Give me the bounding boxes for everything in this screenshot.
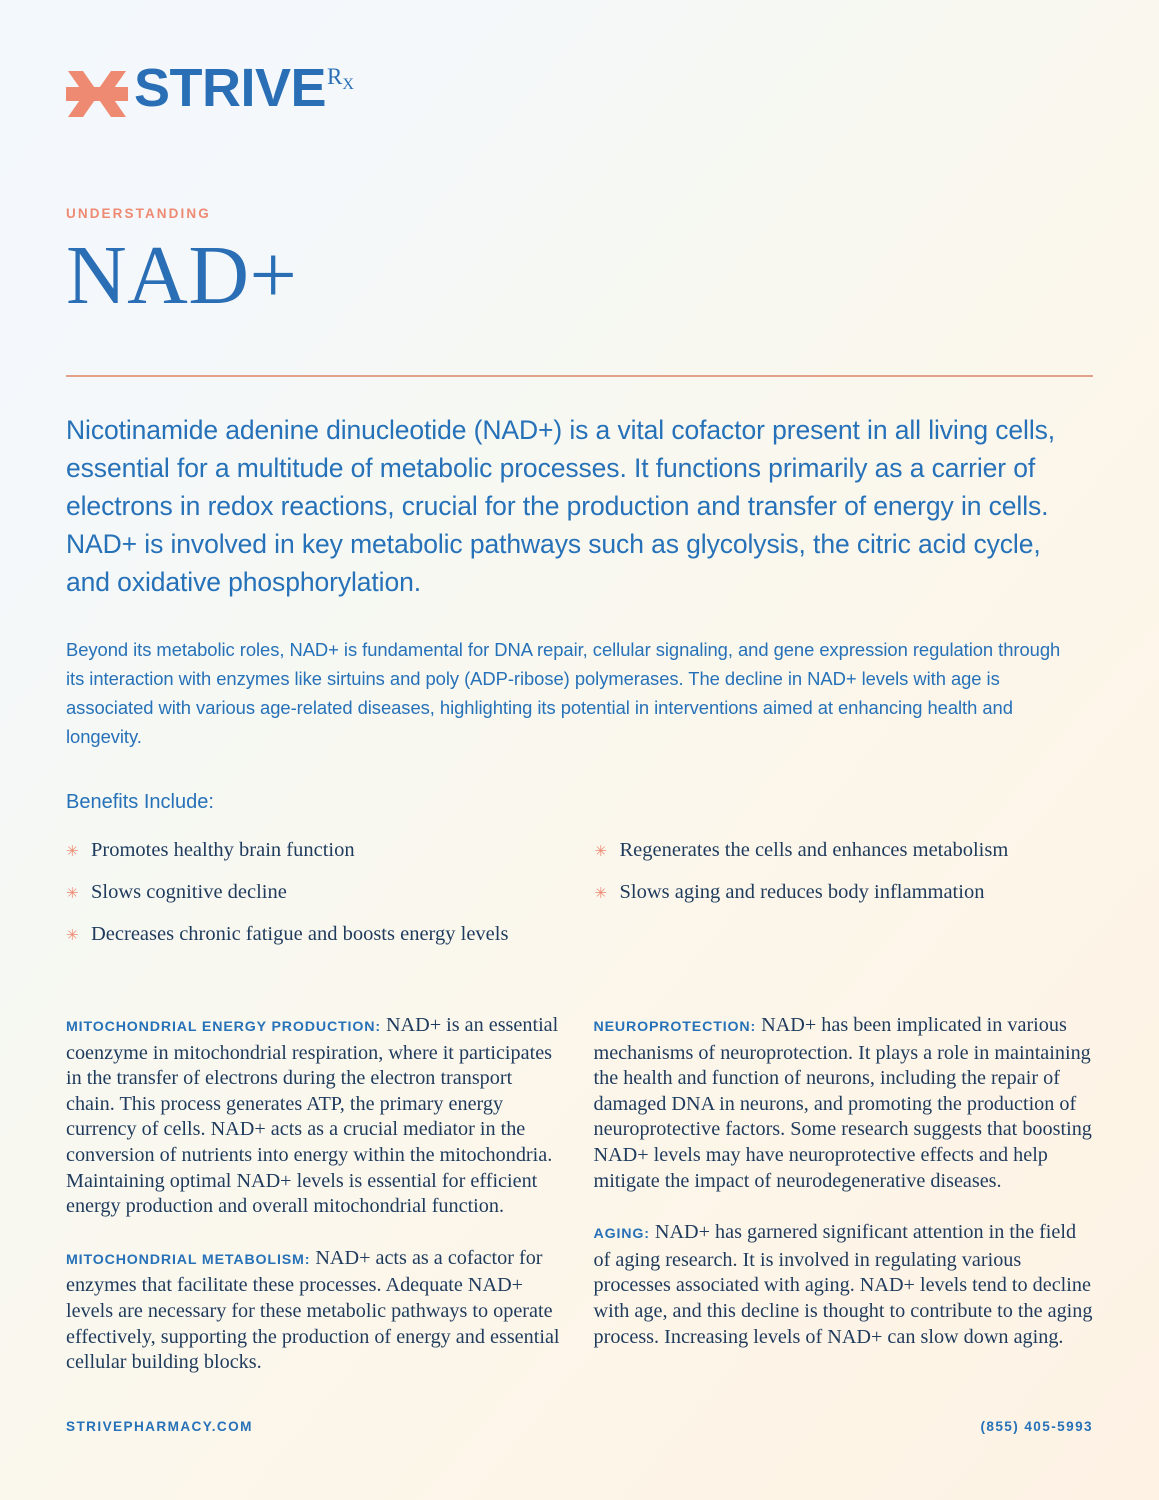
header-divider	[66, 375, 1093, 377]
asterisk-bullet-icon: ✳	[66, 926, 79, 944]
secondary-paragraph: Beyond its metabolic roles, NAD+ is fundamental for DNA repair, cellular signaling, and gene expression regulation through its interaction with enzymes like sirtuins and poly (ADP-ribose) polymerases. The decline in NAD+ levels with age is associated with various age-related diseases, highlighting its potential in interventions aimed at enhancing health and longevity.	[66, 638, 1061, 747]
body-block	[66, 1013, 566, 1220]
eyebrow-label: UNDERSTANDING	[66, 206, 211, 221]
body-block	[594, 1013, 1094, 1194]
benefit-label: Decreases chronic fatigue and boosts energy levels	[91, 922, 509, 945]
strive-rx-logo	[66, 59, 354, 123]
six-point-asterisk-star-icon	[66, 65, 128, 123]
block-heading: MITOCHONDRIAL ENERGY PRODUCTION:	[66, 1019, 381, 1036]
list-item	[66, 921, 565, 947]
benefit-label: Slows aging and reduces body inflammation	[619, 880, 985, 903]
page-title: NAD+	[66, 229, 298, 322]
asterisk-bullet-icon: ✳	[594, 884, 608, 902]
benefit-label: Regenerates the cells and enhances metabolism	[619, 838, 1009, 861]
body-paragraph	[66, 1013, 566, 1220]
body-paragraph	[594, 1013, 1094, 1194]
benefits-column-right	[595, 837, 1094, 963]
brand-header	[66, 0, 1093, 130]
logo-wordmark: STRIVE	[134, 58, 327, 118]
body-content	[66, 993, 1093, 1396]
asterisk-bullet-icon: ✳	[594, 842, 608, 860]
body-paragraph	[594, 1220, 1094, 1350]
body-column-left	[66, 993, 566, 1396]
block-body-text: NAD+ has garnered significant attention in the field of aging research. It is involved in regulating various processes associated with aging. NAD+ levels tend to decline with age, and this decline is thought to contribute to the aging process. Increasing levels of NAD+ can slow down aging.	[593, 1221, 1093, 1348]
body-block	[594, 1220, 1094, 1350]
asterisk-bullet-icon: ✳	[66, 884, 79, 902]
footer-phone-number[interactable]: (855) 405-5993	[980, 1419, 1093, 1434]
footer-website-link[interactable]: STRIVEPHARMACY.COM	[66, 1419, 253, 1434]
block-body-text: NAD+ has been implicated in various mechanisms of neuroprotection. It plays a role in maintaining the health and function of neurons, including the repair of damaged DNA in neurons, and promoting the production of neuroprotective factors. Some research suggests that boosting NAD+ levels may have neuroprotective effects and help mitigate the impact of neurodegenerative diseases.	[593, 1014, 1092, 1192]
block-heading: NEUROPROTECTION:	[593, 1019, 757, 1036]
list-item	[595, 879, 1094, 905]
page-footer	[66, 1419, 1093, 1434]
list-item	[595, 837, 1094, 863]
body-block	[66, 1246, 566, 1376]
lead-paragraph: Nicotinamide adenine dinucleotide (NAD+) is a vital cofactor present in all living cells, essential for a multitude of metabolic processes. It functions primarily as a carrier of electrons in redox reactions, crucial for the production and transfer of energy in cells. NAD+ is involved in key metabolic pathways such as glycolysis, the citric acid cycle, and oxidative phosphorylation.	[66, 414, 1056, 597]
block-body-text: NAD+ is an essential coenzyme in mitochondrial respiration, where it participates in the transfer of electrons during the electron transport chain. This process generates ATP, the primary energy currency of cells. NAD+ acts as a crucial mediator in the conversion of nutrients into energy within the mitochondria. Maintaining optimal NAD+ levels is essential for efficient energy production and overall mitochondrial function.	[66, 1014, 559, 1218]
body-column-right	[594, 993, 1094, 1396]
benefit-label: Promotes healthy brain function	[91, 838, 355, 861]
block-body-text: NAD+ acts as a cofactor for enzymes that facilitate these processes. Adequate NAD+ levels are necessary for these metabolic pathways to operate effectively, supporting the production of energy and essential cellular building blocks.	[66, 1246, 560, 1374]
benefits-heading: Benefits Include:	[66, 790, 214, 813]
benefits-list	[66, 837, 1093, 963]
block-heading: MITOCHONDRIAL METABOLISM:	[66, 1251, 311, 1268]
block-heading: AGING:	[593, 1226, 650, 1243]
logo-rx-superscript	[327, 65, 354, 93]
list-item	[66, 879, 565, 905]
rx-r-letter: R	[327, 64, 343, 89]
benefit-label: Slows cognitive decline	[91, 880, 287, 903]
body-paragraph	[66, 1246, 566, 1376]
list-item	[66, 837, 565, 863]
rx-x-letter: X	[342, 76, 354, 93]
benefits-column-left	[66, 837, 565, 963]
asterisk-bullet-icon: ✳	[66, 842, 79, 860]
